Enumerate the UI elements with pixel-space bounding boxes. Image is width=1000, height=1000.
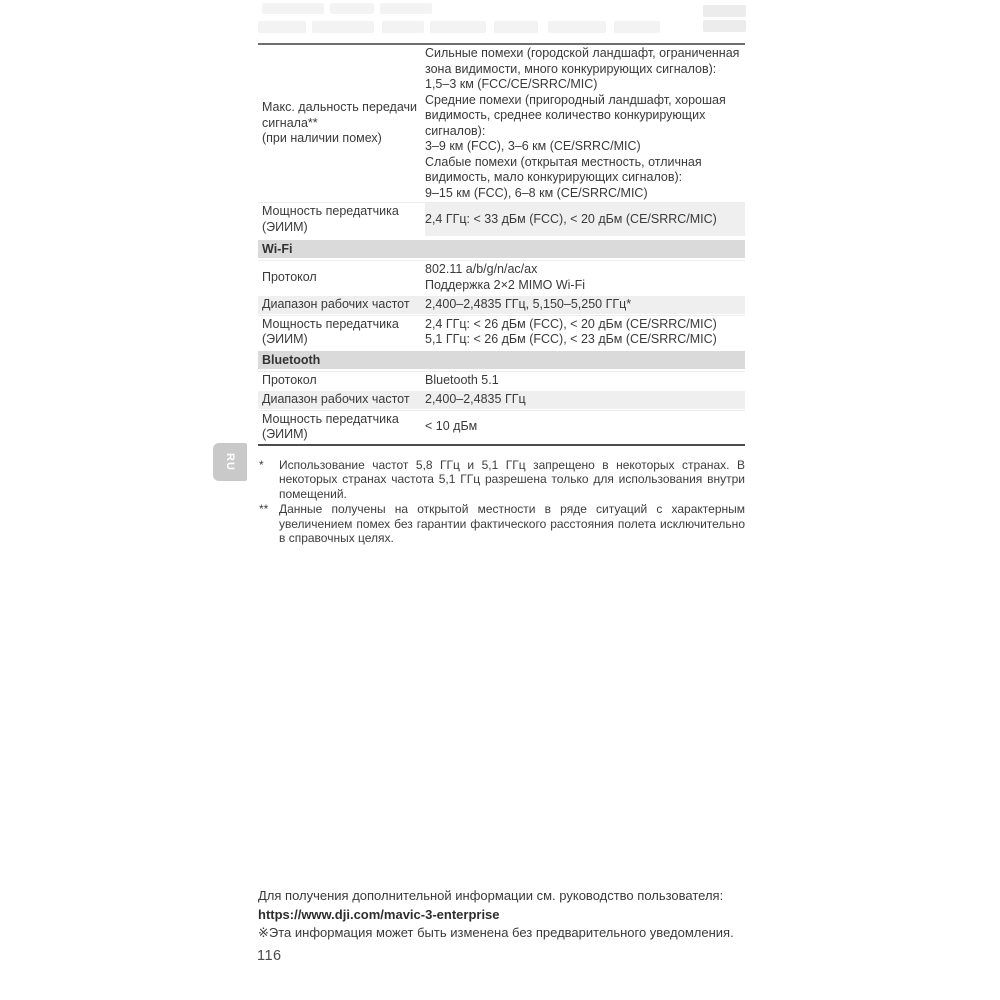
section-header-label: Wi-Fi bbox=[262, 242, 293, 256]
spec-label-cell bbox=[258, 45, 425, 202]
ghost-text-artifact bbox=[430, 21, 486, 33]
spec-value-line: Средние помехи (пригородный ландшафт, хорошая bbox=[425, 92, 726, 107]
spec-label-line: (ЭИИМ) bbox=[262, 427, 308, 441]
page-number: 116 bbox=[257, 948, 282, 964]
manual-url-link[interactable]: https://www.dji.com/mavic-3-enterprise bbox=[258, 906, 500, 922]
page-content bbox=[258, 43, 745, 547]
spec-value-line: Сильные помехи (городской ландшафт, ограниченная bbox=[425, 46, 740, 60]
section-header-bluetooth bbox=[258, 350, 745, 370]
spec-row bbox=[258, 410, 745, 444]
spec-value-line: Bluetooth 5.1 bbox=[425, 372, 499, 387]
spec-value-line: видимость, среднее количество конкурирующих bbox=[425, 108, 706, 122]
spec-row bbox=[258, 260, 745, 294]
spec-value-line: сигналов): bbox=[425, 123, 486, 138]
ghost-text-artifact bbox=[262, 3, 324, 14]
ghost-text-artifact bbox=[703, 20, 746, 32]
footer-info-block bbox=[258, 887, 750, 943]
spec-value-line: 2,400–2,4835 ГГц bbox=[425, 392, 526, 406]
language-tab-ru bbox=[213, 443, 247, 481]
spec-value-cell bbox=[425, 391, 745, 409]
footnote-marker: * bbox=[259, 457, 264, 472]
footnotes bbox=[258, 458, 745, 546]
spec-row bbox=[258, 202, 745, 238]
spec-value-cell bbox=[425, 316, 745, 349]
spec-row bbox=[258, 294, 745, 315]
spec-value-line: Слабые помехи (открытая местность, отличная bbox=[425, 154, 702, 169]
spec-label-line: сигнала** bbox=[262, 115, 318, 130]
section-header-label: Bluetooth bbox=[262, 352, 321, 367]
spec-value-line: 1,5–3 км (FCC/CE/SRRC/MIC) bbox=[425, 77, 598, 91]
spec-row bbox=[258, 371, 745, 390]
footer-info-line: Для получения дополнительной информации см. руководство пользователя: bbox=[258, 888, 724, 903]
ghost-text-artifact bbox=[494, 21, 538, 33]
spec-value-line: Поддержка 2×2 MIMO Wi-Fi bbox=[425, 277, 586, 292]
spec-label-line: Протокол bbox=[262, 372, 317, 387]
spec-value-line: видимость, мало конкурирующих сигналов): bbox=[425, 170, 683, 184]
footnote bbox=[258, 502, 745, 546]
ghost-text-artifact bbox=[548, 21, 606, 33]
ghost-text-artifact bbox=[614, 21, 660, 33]
spec-label-cell bbox=[258, 296, 425, 314]
ghost-text-artifact bbox=[312, 21, 374, 33]
ghost-text-artifact bbox=[258, 21, 306, 33]
spec-value-line: 9–15 км (FCC), 6–8 км (CE/SRRC/MIC) bbox=[425, 185, 648, 200]
footer-note-line: ※Эта информация может быть изменена без предварительного уведомления. bbox=[258, 925, 734, 940]
spec-value-line: зона видимости, много конкурирующих сигналов): bbox=[425, 61, 717, 76]
spec-label-line: Макс. дальность передачи bbox=[262, 100, 417, 115]
spec-value-cell bbox=[425, 296, 745, 314]
footnote-text: Данные получены на открытой местности в ряде ситуаций с характерным увеличением помех без гарантии фактического расстояния полета исключительно в справочных целях. bbox=[279, 502, 745, 545]
spec-label-line: (ЭИИМ) bbox=[262, 332, 308, 346]
spec-label-line: (при наличии помех) bbox=[262, 131, 382, 146]
spec-label-line: Мощность передатчика bbox=[262, 411, 399, 426]
footnote bbox=[258, 458, 745, 502]
spec-value-line: 2,4 ГГц: < 26 дБм (FCC), < 20 дБм (CE/SRRC/MIC) bbox=[425, 316, 717, 331]
spec-value-cell bbox=[425, 203, 745, 236]
spec-label-line: Мощность передатчика bbox=[262, 204, 399, 218]
spec-label-cell bbox=[258, 261, 425, 294]
spec-value-line: < 10 дБм bbox=[425, 419, 478, 434]
spec-value-line: 5,1 ГГц: < 26 дБм (FCC), < 23 дБм (CE/SRRC/MIC) bbox=[425, 332, 717, 346]
spec-label-cell bbox=[258, 372, 425, 390]
ghost-text-artifact bbox=[330, 3, 374, 14]
spec-label-line: Мощность передатчика bbox=[262, 316, 399, 331]
spec-value-line: 2,4 ГГц: < 33 дБм (FCC), < 20 дБм (CE/SRRC/MIC) bbox=[425, 211, 717, 226]
ghost-text-artifact bbox=[703, 5, 746, 17]
spec-label-cell bbox=[258, 316, 425, 349]
spec-label-line: Протокол bbox=[262, 269, 317, 284]
spec-table bbox=[258, 43, 745, 446]
spec-value-cell bbox=[425, 261, 745, 294]
spec-value-cell bbox=[425, 411, 745, 444]
spec-label-line: Диапазон рабочих частот bbox=[262, 392, 410, 406]
spec-row bbox=[258, 315, 745, 349]
spec-row bbox=[258, 389, 745, 410]
spec-value-line: 3–9 км (FCC), 3–6 км (CE/SRRC/MIC) bbox=[425, 139, 641, 153]
spec-row bbox=[258, 45, 745, 202]
spec-value-cell bbox=[425, 372, 745, 390]
spec-label-line: (ЭИИМ) bbox=[262, 219, 308, 234]
footnote-text: Использование частот 5,8 ГГц и 5,1 ГГц запрещено в некоторых странах. В некоторых странах частота 5,1 ГГц разрешена только для использования внутри помещений. bbox=[279, 457, 745, 501]
footnote-marker: ** bbox=[259, 502, 269, 516]
section-header-wi-fi bbox=[258, 239, 745, 259]
spec-label-cell bbox=[258, 203, 425, 236]
spec-label-line: Диапазон рабочих частот bbox=[262, 297, 410, 311]
spec-value-cell bbox=[425, 45, 745, 202]
ghost-text-artifact bbox=[380, 3, 432, 14]
ghost-text-artifact bbox=[382, 21, 424, 33]
spec-label-cell bbox=[258, 411, 425, 444]
spec-label-cell bbox=[258, 391, 425, 409]
spec-value-line: 802.11 a/b/g/n/ac/ax bbox=[425, 262, 538, 276]
spec-value-line: 2,400–2,4835 ГГц, 5,150–5,250 ГГц* bbox=[425, 297, 632, 311]
language-tab-label: RU bbox=[224, 453, 236, 471]
